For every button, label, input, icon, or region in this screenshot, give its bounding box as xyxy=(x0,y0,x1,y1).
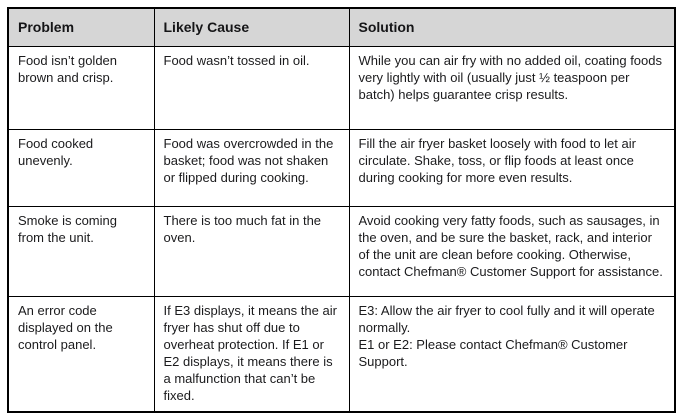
problem-cell: An error code displayed on the control panel. xyxy=(8,296,154,412)
header-row xyxy=(8,8,675,46)
column-header-likely-cause: Likely Cause xyxy=(154,8,349,46)
solution-cell: E3: Allow the air fryer to cool fully and it will operate normally. E1 or E2: Please contact Chefman® Customer Support. xyxy=(349,296,675,412)
cause-cell: If E3 displays, it means the air fryer has shut off due to overheat protection. If E1 or E2 displays, it means there is a malfunction that can’t be fixed. xyxy=(154,296,349,412)
cause-cell: Food wasn’t tossed in oil. xyxy=(154,46,349,129)
table-body xyxy=(8,46,675,412)
table-row xyxy=(8,129,675,206)
table-row xyxy=(8,206,675,296)
table-row xyxy=(8,46,675,129)
problem-cell: Food cooked unevenly. xyxy=(8,129,154,206)
cause-cell: There is too much fat in the oven. xyxy=(154,206,349,296)
solution-cell: While you can air fry with no added oil, coating foods very lightly with oil (usually just ½ teaspoon per batch) helps guarantee crisp results. xyxy=(349,46,675,129)
column-header-problem: Problem xyxy=(8,8,154,46)
troubleshooting-table xyxy=(7,7,676,413)
solution-cell: Avoid cooking very fatty foods, such as sausages, in the oven, and be sure the basket, rack, and interior of the unit are clean before cooking. Otherwise, contact Chefman® Customer Support for assistance. xyxy=(349,206,675,296)
solution-cell: Fill the air fryer basket loosely with food to let air circulate. Shake, toss, or flip foods at least once during cooking for more even results. xyxy=(349,129,675,206)
column-header-solution: Solution xyxy=(349,8,675,46)
problem-cell: Food isn’t golden brown and crisp. xyxy=(8,46,154,129)
table-header xyxy=(8,8,675,46)
problem-cell: Smoke is coming from the unit. xyxy=(8,206,154,296)
table-row xyxy=(8,296,675,412)
cause-cell: Food was overcrowded in the basket; food was not shaken or flipped during cooking. xyxy=(154,129,349,206)
